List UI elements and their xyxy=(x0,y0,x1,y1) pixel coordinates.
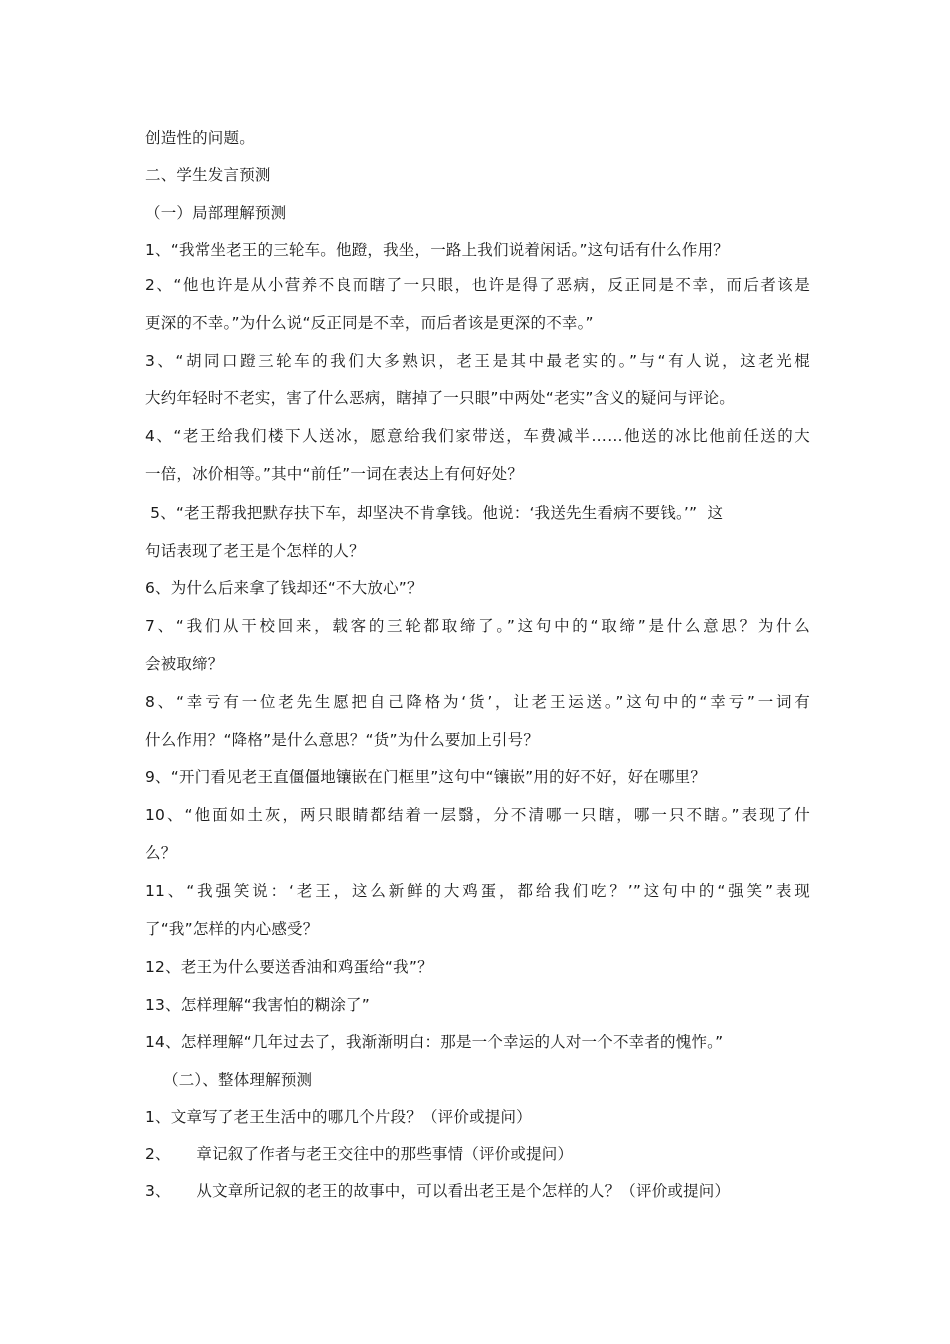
question-line: 一倍，冰价相等。”其中“前任”一词在表达上有何好处？ xyxy=(145,465,524,483)
question-line: 2、 章记叙了作者与老王交往中的那些事情（评价或提问） xyxy=(145,1145,574,1163)
question-line: 7、“我们从干校回来，载客的三轮都取缔了。”这句中的“取缔”是什么意思？为什么 xyxy=(145,617,810,635)
subsection-heading: （二）、整体理解预测 xyxy=(163,1071,313,1089)
question-line: 句话表现了老王是个怎样的人？ xyxy=(145,542,365,560)
question-line: 3、 从文章所记叙的老王的故事中，可以看出老王是个怎样的人？（评价或提问） xyxy=(145,1182,731,1200)
text-line: 创造性的问题。 xyxy=(145,129,255,147)
question-line: 会被取缔？ xyxy=(145,655,224,673)
question-line: 9、“开门看见老王直僵僵地镶嵌在门框里”这句中“镶嵌”用的好不好，好在哪里？ xyxy=(145,768,707,786)
question-line: 么？ xyxy=(145,844,177,862)
question-line: 6、为什么后来拿了钱却还“不大放心”？ xyxy=(145,579,423,597)
question-line: 1、文章写了老王生活中的哪几个片段？（评价或提问） xyxy=(145,1108,532,1126)
question-line: 14、怎样理解“几年过去了，我渐渐明白：那是一个幸运的人对一个不幸者的愧怍。” xyxy=(145,1033,724,1051)
section-heading: 二、学生发言预测 xyxy=(145,166,271,184)
subsection-heading: （一）局部理解预测 xyxy=(145,204,287,222)
question-line: 3、“胡同口蹬三轮车的我们大多熟识，老王是其中最老实的。”与“有人说，这老光棍 xyxy=(145,352,810,370)
question-line: 1、“我常坐老王的三轮车。他蹬，我坐，一路上我们说着闲话。”这句话有什么作用？ xyxy=(145,241,729,259)
question-line: 什么作用？“降格”是什么意思？“货”为什么要加上引号？ xyxy=(145,731,540,749)
question-line: 更深的不幸。”为什么说“反正同是不幸，而后者该是更深的不幸。” xyxy=(145,314,594,332)
question-line: 4、“老王给我们楼下人送冰，愿意给我们家带送，车费减半……他送的冰比他前任送的大 xyxy=(145,427,810,445)
question-line: 12、老王为什么要送香油和鸡蛋给“我”？ xyxy=(145,958,433,976)
question-line: 10、“他面如土灰，两只眼睛都结着一层翳，分不清哪一只瞎，哪一只不瞎。”表现了什 xyxy=(145,806,810,824)
question-line: 8、“幸亏有一位老先生愿把自己降格为‘货’，让老王运送。”这句中的“幸亏”一词有 xyxy=(145,693,810,711)
question-line: 5、“老王帮我把默存扶下车，却坚决不肯拿钱。他说：‘我送先生看病不要钱。’” 这 xyxy=(145,504,724,522)
question-line: 13、怎样理解“我害怕的糊涂了” xyxy=(145,996,370,1014)
question-line: 11、“我强笑说：‘老王，这么新鲜的大鸡蛋，都给我们吃？’”这句中的“强笑”表现 xyxy=(145,882,810,900)
question-line: 了“我”怎样的内心感受？ xyxy=(145,920,319,938)
question-line: 2、“他也许是从小营养不良而瞎了一只眼，也许是得了恶病，反正同是不幸，而后者该是 xyxy=(145,276,810,294)
question-line: 大约年轻时不老实，害了什么恶病，瞎掉了一只眼”中两处“老实”含义的疑问与评论。 xyxy=(145,389,735,407)
